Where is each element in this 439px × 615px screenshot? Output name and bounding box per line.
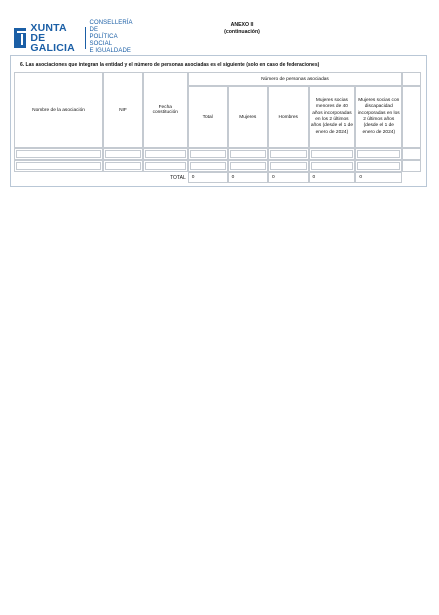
- header-mujeres-menores-40: Mujeres socias menores de 40 años incorporadas en los 2 últimos años (desde el 1 de enero de 2024): [309, 86, 356, 148]
- total-value-hombres: 0: [268, 172, 309, 183]
- input-fecha[interactable]: [143, 148, 188, 160]
- header-spacer-2: [402, 86, 421, 148]
- department-name: [90, 20, 133, 55]
- logo-line2: DE GALICIA: [30, 31, 75, 54]
- total-value-total: 0: [188, 172, 228, 183]
- table-row: [14, 148, 421, 160]
- logo-divider: [85, 27, 86, 49]
- input-menores[interactable]: [309, 148, 356, 160]
- input-association-name[interactable]: [14, 160, 103, 172]
- input-discap[interactable]: [355, 160, 402, 172]
- input-hombres[interactable]: [268, 148, 309, 160]
- total-spacer: [402, 172, 421, 183]
- input-mujeres[interactable]: [228, 148, 268, 160]
- section-title: 6. Las asociaciones que integran la entidad y el número de personas asociadas es el siguiente (solo en caso de federaciones): [20, 62, 320, 68]
- dept-line1: CONSELLERÍA DE: [89, 20, 133, 33]
- total-value-menores: 0: [309, 172, 356, 183]
- row-spacer: [402, 160, 421, 172]
- header-spacer: [402, 72, 421, 86]
- dept-line3: E IGUALDADE: [89, 48, 131, 54]
- logo-text: [30, 23, 78, 53]
- annex-title: ANEXO II: [230, 22, 254, 28]
- input-nif[interactable]: [103, 160, 143, 172]
- input-nif[interactable]: [103, 148, 143, 160]
- annex-heading: [202, 22, 282, 36]
- header-fecha: Fecha constitución: [143, 72, 188, 148]
- total-row: [14, 172, 421, 183]
- header-mujeres-discapacidad: Mujeres socias con discapacidad incorporadas en los 2 últimos años (desde el 1 de enero de 2024): [355, 86, 402, 148]
- input-mujeres[interactable]: [228, 160, 268, 172]
- header-association-name: Nombre de la asociación: [14, 72, 103, 148]
- input-menores[interactable]: [309, 160, 356, 172]
- input-total[interactable]: [188, 160, 228, 172]
- table-row: [14, 160, 421, 172]
- input-total[interactable]: [188, 148, 228, 160]
- annex-subtitle: (continuación): [224, 29, 260, 35]
- input-fecha[interactable]: [143, 160, 188, 172]
- input-discap[interactable]: [355, 148, 402, 160]
- logo-line1: XUNTA: [30, 21, 67, 34]
- header-mujeres: Mujeres: [228, 86, 268, 148]
- input-hombres[interactable]: [268, 160, 309, 172]
- xunta-emblem-icon: [14, 28, 26, 48]
- total-label: TOTAL: [170, 174, 186, 181]
- header-hombres: Hombres: [268, 86, 309, 148]
- total-value-mujeres: 0: [228, 172, 268, 183]
- dept-line2: POLÍTICA SOCIAL: [89, 34, 118, 47]
- input-association-name[interactable]: [14, 148, 103, 160]
- header-group-personas: Número de personas asociadas: [188, 72, 402, 86]
- row-spacer: [402, 148, 421, 160]
- associations-table: [14, 72, 421, 183]
- xunta-logo: [14, 20, 132, 55]
- header-nif: NIF: [103, 72, 143, 148]
- total-value-discap: 0: [355, 172, 402, 183]
- header-total: Total: [188, 86, 228, 148]
